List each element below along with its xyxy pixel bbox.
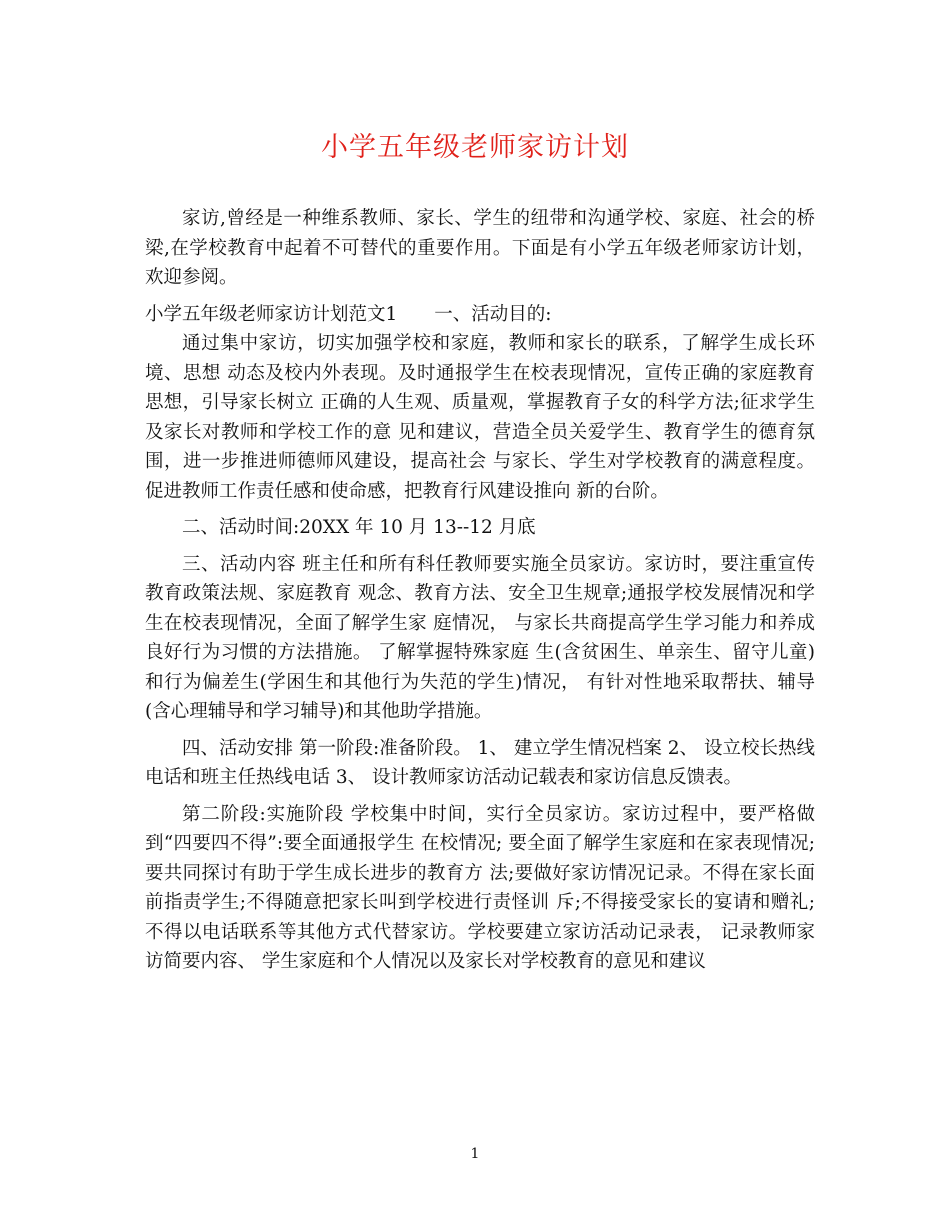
intro-paragraph: 家访,曾经是一种维系教师、家长、学生的纽带和沟通学校、家庭、社会的桥梁,在学校教育中起着不可替代的重要作用。下面是有小学五年级老师家访计划，欢迎参阅。 <box>145 208 815 288</box>
sample-heading-paragraph: 小学五年级老师家访计划范文1 一、活动目的: <box>145 303 552 325</box>
activity-purpose-paragraph: 通过集中家访，切实加强学校和家庭，教师和家长的联系，了解学生成长环境、思想 动态及校内外表现。及时通报学生在校表现情况，宣传正确的家庭教育思想，引导家长树立 正确的人生观、质量观，掌握教育子女的科学方法;征求学生及家长对教师和学校工作的意 见和建议，营造全员关爱学生、教育学生的德育氛围，进一步推进师德师风建设，提高社会 与家长、学生对学校教育的满意程度。促进教师工作责任感和使命感，把教育行风建设推向 新的台阶。 <box>145 333 815 502</box>
document-title: 小学五年级老师家访计划 <box>321 132 629 163</box>
activity-arrangement-paragraph: 四、活动安排 第一阶段:准备阶段。 1、 建立学生情况档案 2、 设立校长热线电话和班主任热线电话 3、 设计教师家访活动记载表和家访信息反馈表。 <box>145 737 815 788</box>
activity-time-paragraph: 二、活动时间:20XX 年 10 月 13--12 月底 <box>182 517 536 538</box>
page-number: 1 <box>470 1146 480 1162</box>
activity-content-paragraph: 三、活动内容 班主任和所有科任教师要实施全员家访。家访时，要注重宣传教育政策法规、家庭教育 观念、教育方法、安全卫生规章;通报学校发展情况和学生在校表现情况，全面了解学生家 庭情况， 与家长共商提高学生学习能力和养成良好行为习惯的方法措施。 了解掌握特殊家庭 生(含贫困生、单亲生、留守儿童)和行为偏差生(学困生和其他行为失范的学生)情况， 有针对性地采取帮扶、辅导(含心理辅导和学习辅导)和其他助学措施。 <box>145 553 815 722</box>
document-body <box>145 204 815 977</box>
second-stage-paragraph: 第二阶段:实施阶段 学校集中时间，实行全员家访。家访过程中，要严格做到“四要四不得”:要全面通报学生 在校情况; 要全面了解学生家庭和在家表现情况; 要共同探讨有助于学生成长进步的教育方 法;要做好家访情况记录。不得在家长面前指责学生;不得随意把家长叫到学校进行责怪训 斥;不得接受家长的宴请和赠礼;不得以电话联系等其他方式代替家访。学校要建立家访活动记录表， 记录教师家访简要内容、 学生家庭和个人情况以及家长对学校教育的意见和建议 <box>145 803 815 972</box>
